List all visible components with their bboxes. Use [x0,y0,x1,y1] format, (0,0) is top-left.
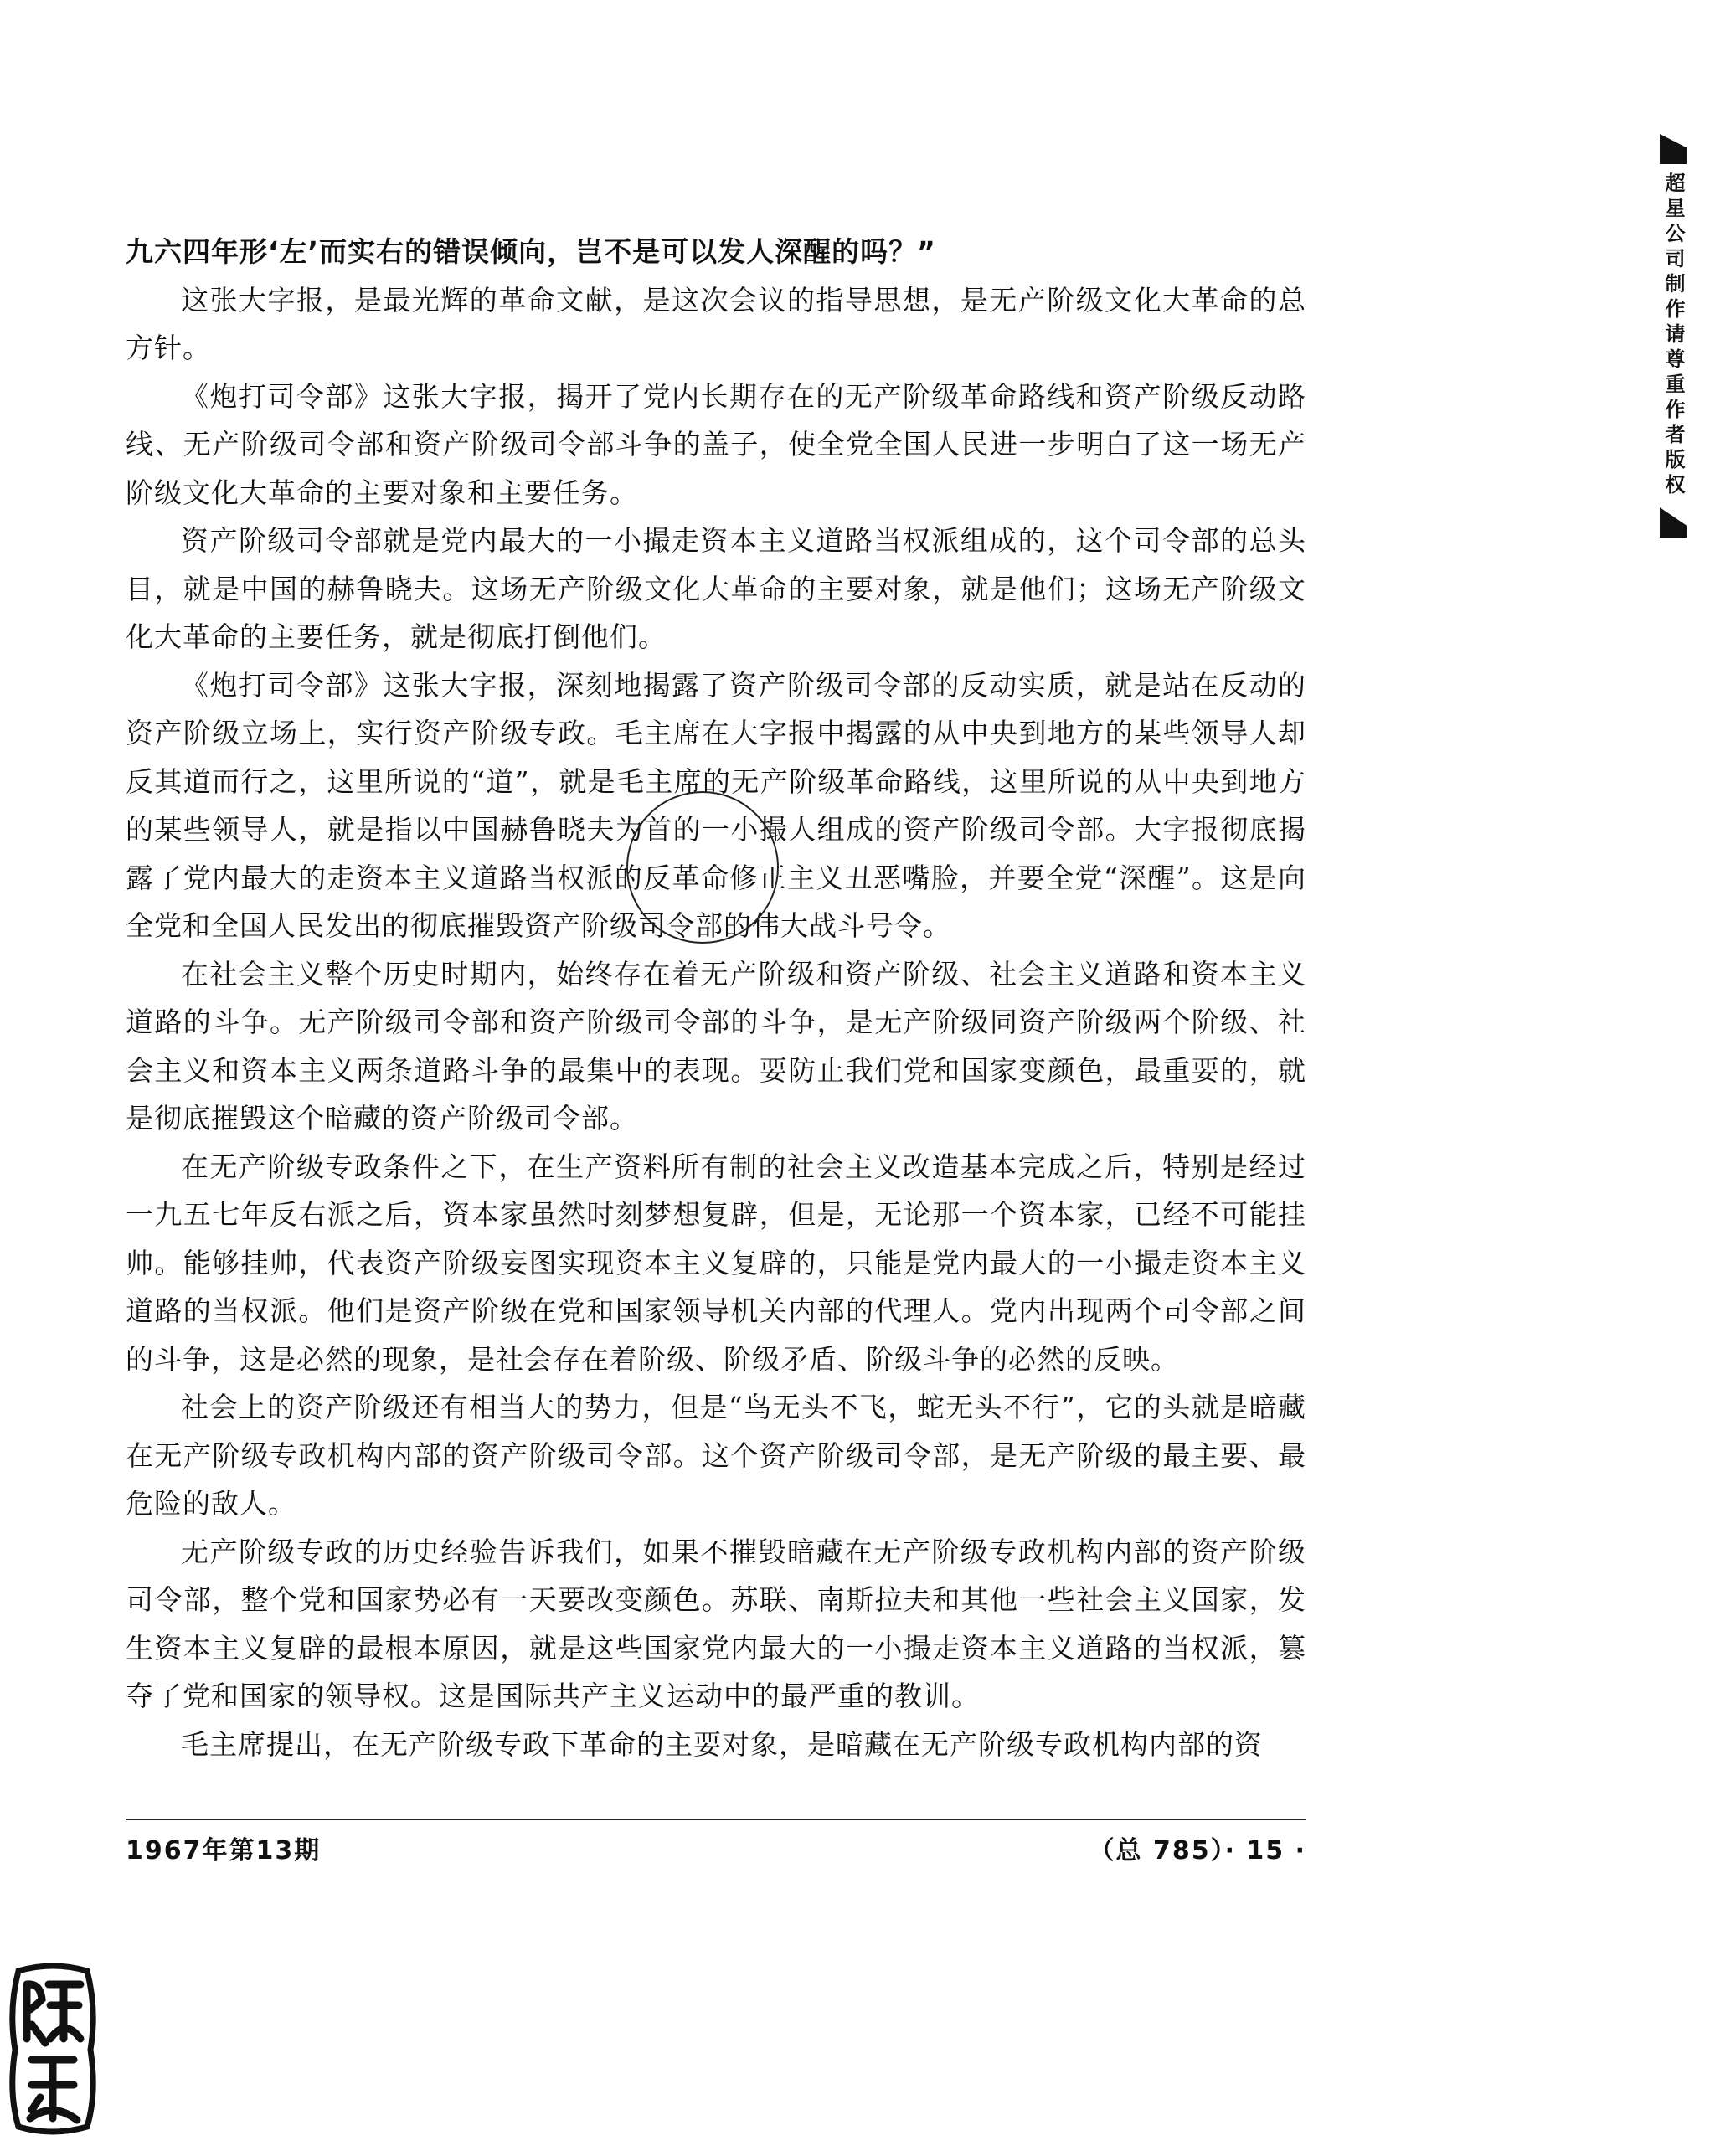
paragraph: 社会上的资产阶级还有相当大的势力，但是“鸟无头不飞，蛇无头不行”，它的头就是暗藏在无产阶级专政机构内部的资产阶级司令部。这个资产阶级司令部，是无产阶级的最主要、最危险的敌人。 [126,1391,1306,1520]
owner-seal-icon [7,1959,99,2139]
page-number: （总 785）· 15 · [1089,1836,1306,1865]
watermark-bar-bottom [1660,507,1687,538]
watermark-text: 超星公司制作请尊重作者版权 [1661,172,1685,499]
paragraph: 《炮打司令部》这张大字报，深刻地揭露了资产阶级司令部的反动实质，就是站在反动的资产阶级立场上，实行资产阶级专政。毛主席在大字报中揭露的从中央到地方的某些领导人却反其道而行之，这里所说的“道”，就是毛主席的无产阶级革命路线，这里所说的从中央到地方的某些领导人，就是指以中国赫鲁晓夫为首的一小撮人组成的资产阶级司令部。大字报彻底揭露了党内最大的走资本主义道路当权派的反革命修正主义丑恶嘴脸，并要全党“深醒”。这是向全党和全国人民发出的彻底摧毁资产阶级司令部的伟大战斗号令。 [126,668,1306,942]
paragraph: 资产阶级司令部就是党内最大的一小撮走资本主义道路当权派组成的，这个司令部的总头目，就是中国的赫鲁晓夫。这场无产阶级文化大革命的主要对象，就是他们；这场无产阶级文化大革命的主要任务，就是彻底打倒他们。 [126,524,1306,653]
paragraph: 这张大字报，是最光辉的革命文献，是这次会议的指导思想，是无产阶级文化大革命的总方针。 [126,283,1306,364]
paragraph: 在社会主义整个历史时期内，始终存在着无产阶级和资产阶级、社会主义道路和资本主义道路的斗争。无产阶级司令部和资产阶级司令部的斗争，是无产阶级同资产阶级两个阶级、社会主义和资本主义两条道路斗争的最集中的表现。要防止我们党和国家变颜色，最重要的，就是彻底摧毁这个暗藏的资产阶级司令部。 [126,957,1306,1135]
hand-drawn-circle-mark [626,791,779,944]
watermark-bar-top [1660,134,1687,164]
paragraph: 《炮打司令部》这张大字报，揭开了党内长期存在的无产阶级革命路线和资产阶级反动路线、无产阶级司令部和资产阶级司令部斗争的盖子，使全党全国人民进一步明白了这一场无产阶级文化大革命的主要对象和主要任务。 [126,379,1306,509]
footer-divider [126,1819,1306,1820]
paragraph: 毛主席提出，在无产阶级专政下革命的主要对象，是暗藏在无产阶级专政机构内部的资 [181,1727,1263,1761]
side-watermark [1658,134,1688,538]
paragraph: 无产阶级专政的历史经验告诉我们，如果不摧毁暗藏在无产阶级专政机构内部的资产阶级司令部，整个党和国家势必有一天要改变颜色。苏联、南斯拉夫和其他一些社会主义国家，发生资本主义复辟的最根本原因，就是这些国家党内最大的一小撮走资本主义道路的当权派，篡夺了党和国家的领导权。这是国际共产主义运动中的最严重的教训。 [126,1535,1306,1712]
issue-label: 1967年第13期 [126,1836,322,1865]
paragraph-continuation: 九六四年形‘左’而实右的错误倾向，岂不是可以发人深醒的吗？” [126,235,936,268]
article-body [126,228,1306,1768]
paragraph: 在无产阶级专政条件之下，在生产资料所有制的社会主义改造基本完成之后，特别是经过一九五七年反右派之后，资本家虽然时刻梦想复辟，但是，无论那一个资本家，已经不可能挂帅。能够挂帅，代表资产阶级妄图实现资本主义复辟的，只能是党内最大的一小撮走资本主义道路的当权派。他们是资产阶级在党和国家领导机关内部的代理人。党内出现两个司令部之间的斗争，这是必然的现象，是社会存在着阶级、阶级矛盾、阶级斗争的必然的反映。 [126,1150,1306,1376]
